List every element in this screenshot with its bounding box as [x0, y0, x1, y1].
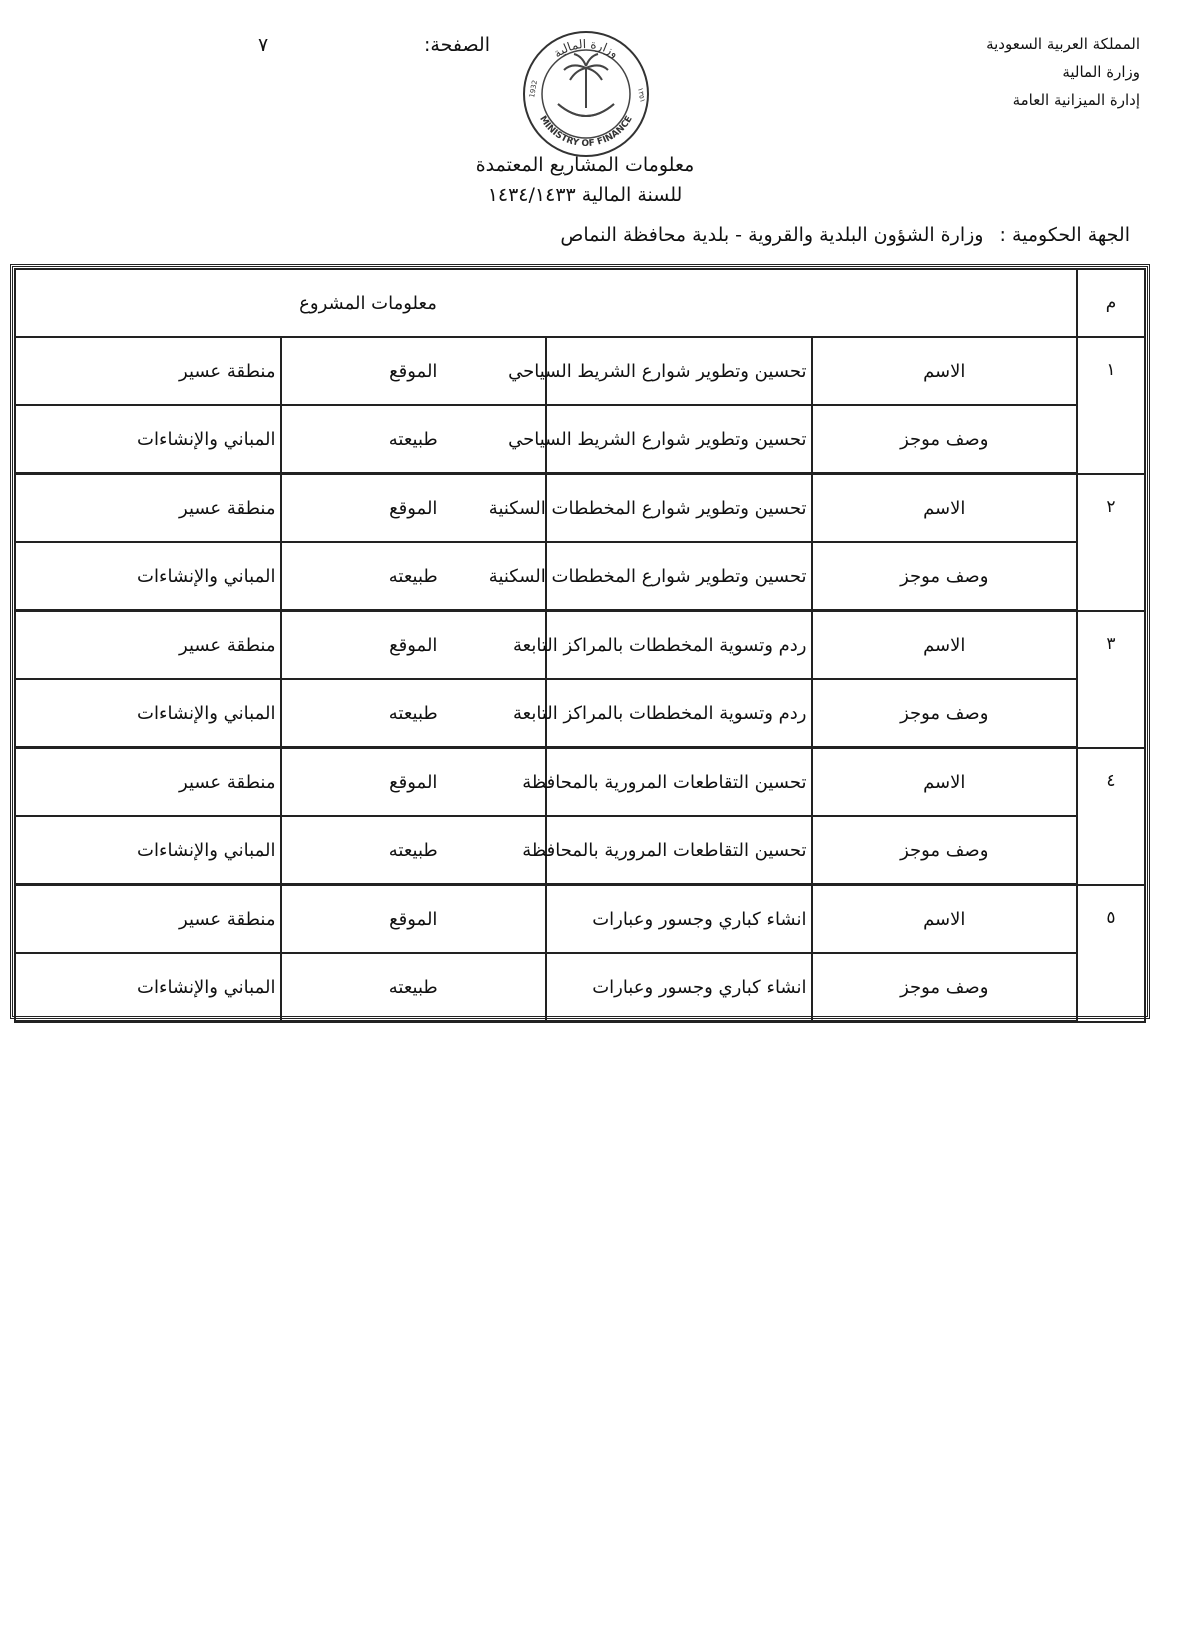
name-label: الاسم — [812, 611, 1078, 680]
project-nature: المباني والإنشاءات — [15, 679, 281, 748]
project-nature: المباني والإنشاءات — [15, 816, 281, 885]
table-row — [15, 953, 1145, 1022]
project-description: تحسين وتطوير شوارع الشريط السياحي — [546, 405, 812, 474]
nature-label: طبيعته — [281, 542, 547, 611]
seal-arabic-text: وزارة المالية — [550, 36, 622, 61]
table-row — [15, 542, 1145, 611]
header-project-info: معلومات المشروع — [15, 269, 1077, 337]
project-name: تحسين وتطوير شوارع الشريط السياحي — [546, 337, 812, 405]
table-row — [15, 679, 1145, 748]
project-description: ردم وتسوية المخططات بالمراكز التابعة — [546, 679, 812, 748]
description-label: وصف موجز — [812, 679, 1078, 748]
description-label: وصف موجز — [812, 542, 1078, 611]
description-label: وصف موجز — [812, 953, 1078, 1022]
entity-label: الجهة الحكومية : — [999, 224, 1130, 246]
document-title — [300, 150, 870, 210]
seal-year-right: ١٣٥١ — [636, 86, 647, 104]
nature-label: طبيعته — [281, 405, 547, 474]
name-label: الاسم — [812, 474, 1078, 543]
project-name: ردم وتسوية المخططات بالمراكز التابعة — [546, 611, 812, 680]
name-label: الاسم — [812, 337, 1078, 405]
location-label: الموقع — [281, 337, 547, 405]
project-description: تحسين وتطوير شوارع المخططات السكنية — [546, 542, 812, 611]
ministry-seal-icon — [520, 28, 652, 160]
project-number: ٣ — [1077, 611, 1145, 748]
nature-label: طبيعته — [281, 953, 547, 1022]
project-number: ١ — [1077, 337, 1145, 474]
page-label: الصفحة: — [423, 34, 490, 56]
table-header-row — [15, 269, 1145, 337]
page-number: ٧ — [258, 34, 269, 56]
table-row — [15, 405, 1145, 474]
ministry-name: وزارة المالية — [1062, 63, 1140, 81]
table-row — [15, 885, 1145, 954]
project-location: منطقة عسير — [15, 611, 281, 680]
project-number: ٥ — [1077, 885, 1145, 1022]
nature-label: طبيعته — [281, 679, 547, 748]
seal-year-left: 1932 — [528, 79, 540, 99]
location-label: الموقع — [281, 474, 547, 543]
kingdom-name: المملكة العربية السعودية — [986, 35, 1140, 53]
title-line-1: معلومات المشاريع المعتمدة — [475, 154, 695, 176]
project-location: منطقة عسير — [15, 337, 281, 405]
entity-value: وزارة الشؤون البلدية والقروية - بلدية محافظة النماص — [560, 224, 984, 246]
project-description: انشاء كباري وجسور وعبارات — [546, 953, 812, 1022]
location-label: الموقع — [281, 885, 547, 954]
project-name: تحسين التقاطعات المرورية بالمحافظة — [546, 748, 812, 817]
table-row — [15, 816, 1145, 885]
project-description: تحسين التقاطعات المرورية بالمحافظة — [546, 816, 812, 885]
department-name: إدارة الميزانية العامة — [1012, 91, 1140, 109]
projects-table — [14, 268, 1146, 1023]
svg-text:MINISTRY OF FINANCE — [537, 114, 635, 149]
project-nature: المباني والإنشاءات — [15, 953, 281, 1022]
project-name: انشاء كباري وجسور وعبارات — [546, 885, 812, 954]
name-label: الاسم — [812, 885, 1078, 954]
header-num: م — [1077, 269, 1145, 337]
table-row — [15, 748, 1145, 817]
location-label: الموقع — [281, 748, 547, 817]
government-entity — [560, 224, 1130, 246]
project-name: تحسين وتطوير شوارع المخططات السكنية — [546, 474, 812, 543]
issuer-block — [880, 30, 1140, 114]
table-row — [15, 474, 1145, 543]
description-label: وصف موجز — [812, 405, 1078, 474]
table-row — [15, 337, 1145, 405]
name-label: الاسم — [812, 748, 1078, 817]
nature-label: طبيعته — [281, 816, 547, 885]
project-nature: المباني والإنشاءات — [15, 405, 281, 474]
project-location: منطقة عسير — [15, 885, 281, 954]
svg-text:وزارة المالية — [551, 37, 621, 61]
project-location: منطقة عسير — [15, 748, 281, 817]
location-label: الموقع — [281, 611, 547, 680]
project-nature: المباني والإنشاءات — [15, 542, 281, 611]
project-number: ٢ — [1077, 474, 1145, 611]
project-number: ٤ — [1077, 748, 1145, 885]
table-row — [15, 611, 1145, 680]
project-location: منطقة عسير — [15, 474, 281, 543]
title-line-2: للسنة المالية ١٤٣٤/١٤٣٣ — [487, 184, 683, 206]
description-label: وصف موجز — [812, 816, 1078, 885]
seal-english-text: MINISTRY OF FINANCE — [537, 114, 635, 150]
